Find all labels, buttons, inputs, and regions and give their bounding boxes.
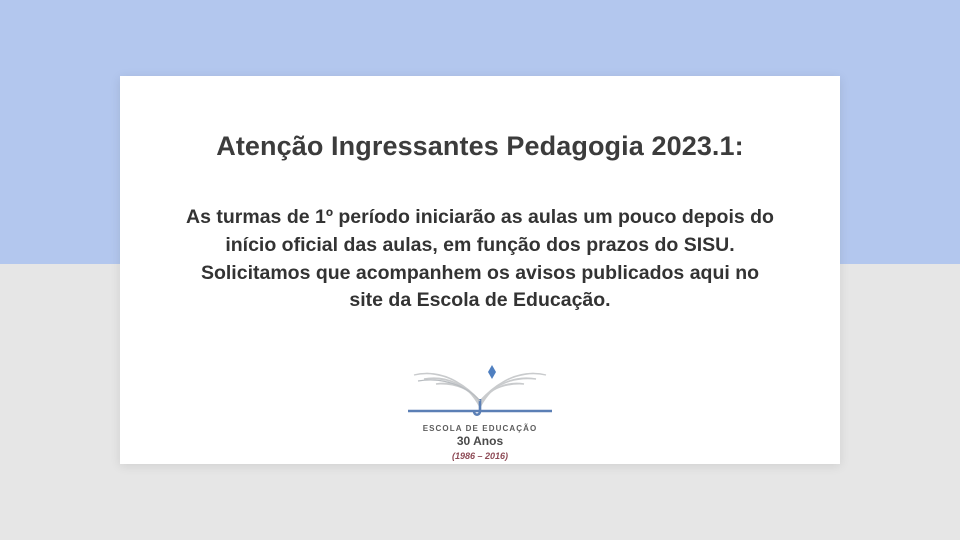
logo-caption-years: 30 Anos xyxy=(456,434,504,449)
page-title: Atenção Ingressantes Pedagogia 2023.1: xyxy=(216,131,744,161)
open-book-icon xyxy=(370,341,590,419)
logo-caption-school: ESCOLA DE EDUCAÇÃO xyxy=(422,424,538,434)
logo-caption-dates: (1986 – 2016) xyxy=(451,451,509,462)
logo-container xyxy=(160,341,800,462)
announcement-card xyxy=(120,76,840,464)
school-logo xyxy=(370,341,590,462)
announcement-body-text: As turmas de 1º período iniciarão as aulas um pouco depois do início oficial das aulas, em função dos prazos do SISU. Solicitamos que acompanhem os avisos publicados aqui no site da Escola de Educação. xyxy=(186,206,774,312)
